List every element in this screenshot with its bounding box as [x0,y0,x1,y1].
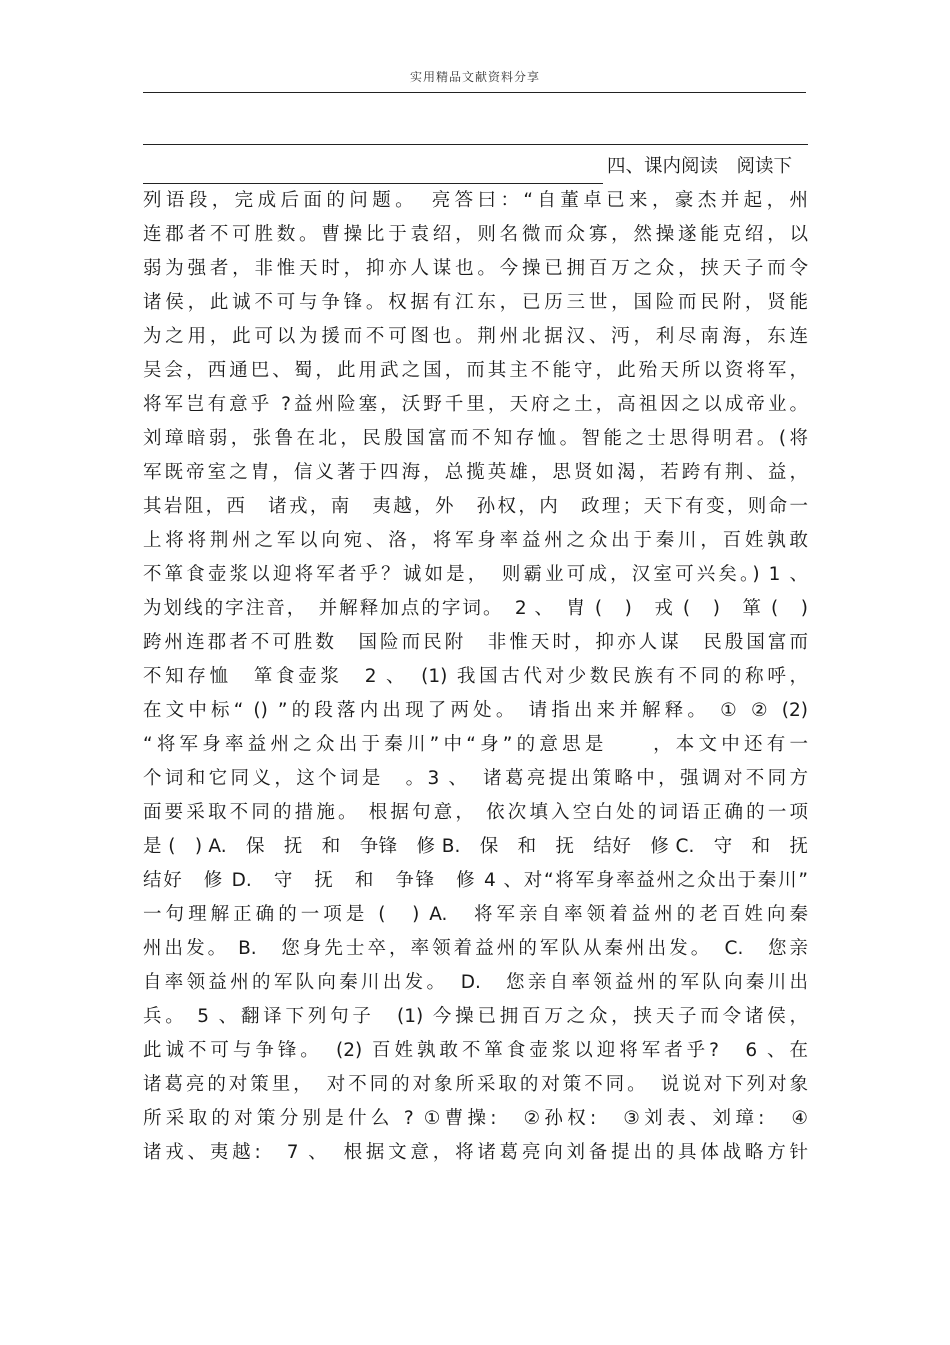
text-line: 结好 修 D. 守 抚 和 争锋 修 4 、对“将军身率益州之众出于秦川” [143,870,808,891]
text-line: 所采取的对策分别是什么 ? ①曹操: ②孙权: ③刘表、刘璋: ④ [143,1108,808,1129]
text-line: 为划线的字注音， 并解释加点的字词。 2 、 胄 ( ) 戎 ( ) 箪 ( ) [143,598,808,619]
text-line: 自率领益州的军队向秦川出发。 D. 您亲自率领益州的军队向秦川出 [143,972,808,993]
answer-blank[interactable] [143,130,808,145]
text-line: 在文中标“ () ”的段落内出现了两处。 请指出来并解释。 ① ② (2) [143,700,808,721]
text-line: 诸戎、夷越: 7 、 根据文意，将诸葛亮向刘备提出的具体战略方针 [143,1142,808,1163]
text-line: 诸葛亮的对策里， 对不同的对象所采取的对策不同。 说说对下列对象 [143,1074,808,1095]
text-line: 列语段，完成后面的问题。 亮答曰：“自董卓已来，豪杰并起，州 [143,190,808,211]
answer-blank-line [143,130,808,150]
header-rule [143,92,806,93]
text-line: 吴会，西通巴、蜀，此用武之国，而其主不能守，此殆天所以资将军， [143,360,808,381]
text-line: 个词和它同义，这个词是 。3 、 诸葛亮提出策略中，强调对不同方 [143,768,808,789]
document-body [143,130,808,1170]
text-line: 军既帝室之胄，信义著于四海，总揽英雄，思贤如渴，若跨有荆、益， [143,462,808,483]
text-line: 一句理解正确的一项是 ( ) A. 将军亲自率领着益州的老百姓向秦 [143,904,808,925]
text-line: 跨州连郡者不可胜数 国险而民附 非惟天时，抑亦人谋 民殷国富而 [143,632,808,653]
page-header: 实用精品文献资料分享 [409,70,540,84]
text-line: 不知存恤 箪食壶浆 2 、 (1) 我国古代对少数民族有不同的称呼， [143,666,808,687]
answer-blank[interactable] [143,161,603,184]
text-line: 连郡者不可胜数。曹操比于袁绍，则名微而众寡，然操遂能克绍，以 [143,224,808,245]
text-line: 此诚不可与争锋。 (2) 百姓孰敢不箪食壶浆以迎将军者乎? 6 、在 [143,1040,808,1061]
text-line: 是 ( ) A. 保 抚 和 争锋 修 B. 保 和 抚 结好 修 C. 守 和 抚 [143,836,808,857]
text-line: 为之用，此可以为援而不可图也。荆州北据汉、沔，利尽南海，东连 [143,326,808,347]
text-line: “将军身率益州之众出于秦川”中“身”的意思是 ，本文中还有一 [143,734,808,755]
text-line: 兵。 5 、翻译下列句子 (1) 今操已拥百万之众，挟天子而令诸侯， [143,1006,808,1027]
text-line: 其岩阻，西 诸戎，南 夷越，外 孙权，内 政理；天下有变，则命一 [143,496,808,517]
section-heading: 四、课内阅读 阅读下 [607,156,793,177]
text-line: 诸侯，此诚不可与争锋。权据有江东，已历三世，国险而民附，贤能 [143,292,808,313]
text-line: 面要采取不同的措施。 根据句意， 依次填入空白处的词语正确的一项 [143,802,808,823]
text-line: 上将将荆州之军以向宛、洛，将军身率益州之众出于秦川，百姓孰敢 [143,530,808,551]
text-line: 弱为强者，非惟天时，抑亦人谋也。今操已拥百万之众，挟天子而令 [143,258,808,279]
text-line: 不箪食壶浆以迎将军者乎？诚如是， 则霸业可成，汉室可兴矣。) 1 、 [143,564,808,585]
text-line: 刘璋暗弱，张鲁在北，民殷国富而不知存恤。智能之士思得明君。(将 [143,428,808,449]
text-line: 州出发。 B. 您身先士卒，率领着益州的军队从秦州出发。 C. 您亲 [143,938,808,959]
text-line [143,150,808,184]
text-line: 将军岂有意乎 ?益州险塞，沃野千里，天府之土，高祖因之以成帝业。 [143,394,808,415]
